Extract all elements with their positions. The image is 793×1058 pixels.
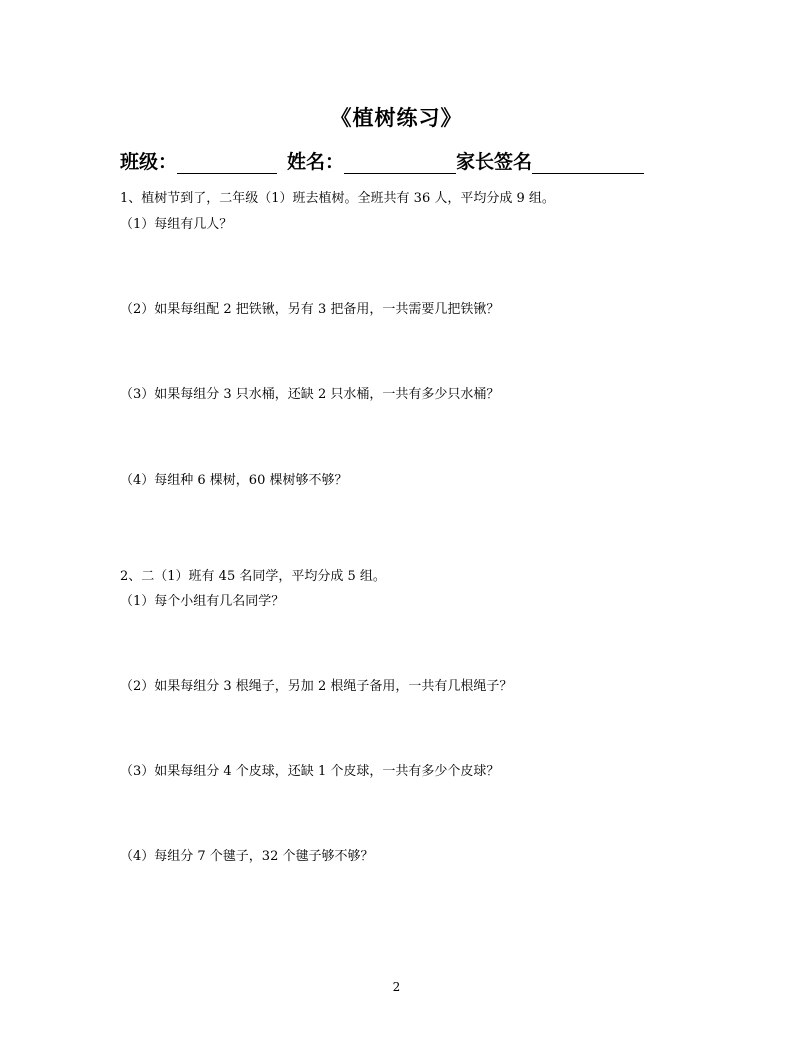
name-blank[interactable] [344,149,456,174]
problem-2-question-4: （4）每组分 7 个毽子，32 个毽子够不够？ [120,849,374,864]
problem-1-question-4: （4）每组种 6 棵树，60 棵树够不够？ [120,473,348,488]
problem-2-question-3: （3）如果每组分 4 个皮球，还缺 1 个皮球，一共有多少个皮球？ [120,764,500,779]
problem-1-question-3: （3）如果每组分 3 只水桶，还缺 2 只水桶，一共有多少只水桶？ [120,387,500,402]
problem-2-question-2: （2）如果每组分 3 根绳子，另加 2 根绳子备用，一共有几根绳子？ [120,679,513,694]
page-number: 2 [392,980,401,994]
problem-1-stem: 1、植树节到了，二年级（1）班去植树。全班共有 36 人，平均分成 9 组。 [120,191,555,206]
class-blank[interactable] [177,149,277,174]
problem-1-question-1: （1）每组有几人？ [120,217,233,232]
problem-2-question-1: （1）每个小组有几名同学？ [120,594,285,609]
header-fields [120,146,644,174]
page-title: 《植树练习》 [330,106,463,130]
problem-2-stem: 2、二（1）班有 45 名同学，平均分成 5 组。 [120,569,386,584]
name-label: 姓名： [287,151,345,173]
parent-sign-blank[interactable] [532,149,644,174]
parent-sign-label: 家长签名 [456,151,533,173]
problem-1-question-2: （2）如果每组配 2 把铁锹，另有 3 把备用，一共需要几把铁锹？ [120,302,500,317]
class-label: 班级： [120,151,178,173]
